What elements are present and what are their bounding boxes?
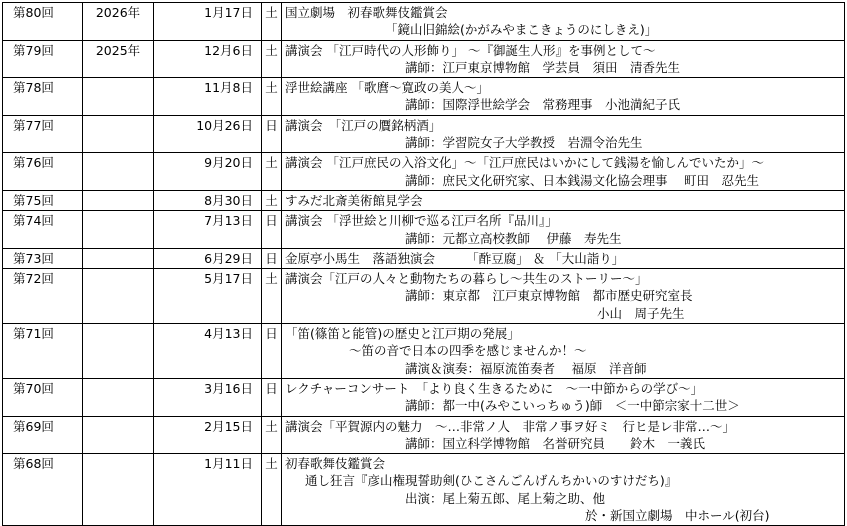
event-weekday: 土 xyxy=(262,40,282,78)
event-year xyxy=(83,211,154,249)
event-description-line: 講演会 「江戸時代の人形飾り」 ～『御誕生人形』を事例として～ xyxy=(285,42,656,58)
event-year xyxy=(83,454,154,526)
event-weekday: 土 xyxy=(262,153,282,191)
event-description-line: 講師：東京都 江戸東京博物館 都市歴史研究室長 xyxy=(405,288,693,304)
event-date: 4月13日 xyxy=(154,324,262,379)
event-year xyxy=(83,153,154,191)
event-description xyxy=(282,153,845,191)
event-description-line: 小山 周子先生 xyxy=(597,305,685,321)
event-description xyxy=(282,115,845,153)
event-year xyxy=(83,378,154,416)
event-year xyxy=(83,416,154,454)
event-number: 第71回 xyxy=(3,324,83,379)
event-description xyxy=(282,324,845,379)
event-description-line: 出演：尾上菊五郎、尾上菊之助、他 xyxy=(405,490,606,506)
event-number: 第70回 xyxy=(3,378,83,416)
event-description-line: ～笛の音で日本の四季を感じませんか！～ xyxy=(349,343,587,359)
event-year xyxy=(83,269,154,324)
event-row xyxy=(3,324,845,379)
event-number: 第77回 xyxy=(3,115,83,153)
event-history-table xyxy=(2,2,845,526)
event-number: 第80回 xyxy=(3,3,83,41)
event-row xyxy=(3,416,845,454)
event-date: 8月30日 xyxy=(154,190,262,210)
event-weekday: 日 xyxy=(262,324,282,379)
event-description-line: 浮世絵講座 「歌麿～寛政の美人～」 xyxy=(285,80,489,96)
event-date: 10月26日 xyxy=(154,115,262,153)
event-date: 5月17日 xyxy=(154,269,262,324)
event-number: 第75回 xyxy=(3,190,83,210)
event-weekday: 土 xyxy=(262,454,282,526)
event-number: 第79回 xyxy=(3,40,83,78)
event-description-line: 講演＆演奏：福原流笛奏者 福原 洋音師 xyxy=(405,360,647,376)
event-description-line: 講演会 「浮世絵と川柳で巡る江戸名所『品川』」 xyxy=(285,213,558,229)
event-weekday: 土 xyxy=(262,78,282,116)
event-description-line: 講師：江戸東京博物館 学芸員 須田 清香先生 xyxy=(405,59,681,75)
event-date: 12月6日 xyxy=(154,40,262,78)
event-date: 2月15日 xyxy=(154,416,262,454)
event-number: 第73回 xyxy=(3,248,83,268)
event-row xyxy=(3,78,845,116)
event-description xyxy=(282,40,845,78)
event-number: 第68回 xyxy=(3,454,83,526)
event-number: 第69回 xyxy=(3,416,83,454)
event-description-line: 講演会「平賀源内の魅力 ～…非常ノ人 非常ノ事ヲ好ミ 行ヒ是レ非常…～」 xyxy=(285,418,736,434)
event-weekday: 日 xyxy=(262,248,282,268)
event-weekday: 土 xyxy=(262,416,282,454)
event-description-line: 「笛(篠笛と能管)の歴史と江戸期の発展」 xyxy=(285,326,520,342)
event-description-line: 初春歌舞伎鑑賞会 xyxy=(285,456,386,472)
event-description-line: 講演会 「江戸庶民の入浴文化」～「江戸庶民はいかにして銭湯を愉しんでいたか」～ xyxy=(285,155,764,171)
event-description-line: 講師：庶民文化研究家、日本銭湯文化協会理事 町田 忍先生 xyxy=(405,172,759,188)
event-description-line: 講師：国立科学博物館 名誉研究員 鈴木 一義氏 xyxy=(405,435,706,451)
event-number: 第72回 xyxy=(3,269,83,324)
event-history-body xyxy=(3,3,845,526)
event-row xyxy=(3,153,845,191)
event-description-line: 「鏡山旧錦絵(かがみやまこきょうのにしきえ)」 xyxy=(385,22,658,38)
event-date: 3月16日 xyxy=(154,378,262,416)
event-weekday: 日 xyxy=(262,211,282,249)
event-row xyxy=(3,454,845,526)
event-row xyxy=(3,40,845,78)
event-weekday: 土 xyxy=(262,3,282,41)
event-date: 1月17日 xyxy=(154,3,262,41)
event-row xyxy=(3,190,845,210)
event-weekday: 日 xyxy=(262,115,282,153)
event-description-line: 講演会 「江戸の贋銘柄酒」 xyxy=(285,117,442,133)
event-date: 9月20日 xyxy=(154,153,262,191)
event-description-line: 通し狂言『彦山権現誓助剣(ひこさんごんげんちかいのすけだち)』 xyxy=(305,473,678,489)
event-number: 第76回 xyxy=(3,153,83,191)
event-year xyxy=(83,324,154,379)
event-date: 11月8日 xyxy=(154,78,262,116)
event-row xyxy=(3,269,845,324)
event-description xyxy=(282,416,845,454)
event-date: 7月13日 xyxy=(154,211,262,249)
event-description xyxy=(282,248,845,268)
event-year: 2025年 xyxy=(83,40,154,78)
event-row xyxy=(3,248,845,268)
event-date: 6月29日 xyxy=(154,248,262,268)
event-year: 2026年 xyxy=(83,3,154,41)
event-weekday: 土 xyxy=(262,269,282,324)
event-year xyxy=(83,248,154,268)
event-description-line: 於・新国立劇場 中ホール(初台) xyxy=(585,508,770,524)
event-row xyxy=(3,378,845,416)
event-number: 第78回 xyxy=(3,78,83,116)
event-description xyxy=(282,454,845,526)
event-description xyxy=(282,378,845,416)
event-description-line: レクチャーコンサート 「より良く生きるために ～一中節からの学び～」 xyxy=(285,380,704,396)
event-description-line: 講演会「江戸の人々と動物たちの暮らし～共生のストーリー～」 xyxy=(285,271,648,287)
event-number: 第74回 xyxy=(3,211,83,249)
event-description xyxy=(282,190,845,210)
event-row xyxy=(3,3,845,41)
event-description xyxy=(282,211,845,249)
event-description-line: 金原亭小馬生 落語独演会 「酢豆腐」 ＆ 「大山詣り」 xyxy=(285,250,625,266)
event-year xyxy=(83,78,154,116)
event-description-line: 国立劇場 初春歌舞伎鑑賞会 xyxy=(285,5,448,20)
event-description-line: 講師：元都立高校教師 伊藤 寿先生 xyxy=(405,230,622,246)
event-row xyxy=(3,211,845,249)
event-year xyxy=(83,115,154,153)
event-description-line: 講師：国際浮世絵学会 常務理事 小池満紀子氏 xyxy=(405,97,681,113)
event-weekday: 土 xyxy=(262,190,282,210)
event-description-line: 講師：都一中(みやこいっちゅう)師 ＜一中節宗家十二世＞ xyxy=(405,398,740,414)
event-description xyxy=(282,269,845,324)
event-description-line: すみだ北斎美術館見学会 xyxy=(285,192,423,208)
event-description-line: 講師：学習院女子大学教授 岩淵令治先生 xyxy=(405,135,643,151)
event-weekday: 日 xyxy=(262,378,282,416)
event-description xyxy=(282,3,845,41)
event-year xyxy=(83,190,154,210)
event-date: 1月11日 xyxy=(154,454,262,526)
event-row xyxy=(3,115,845,153)
event-description xyxy=(282,78,845,116)
